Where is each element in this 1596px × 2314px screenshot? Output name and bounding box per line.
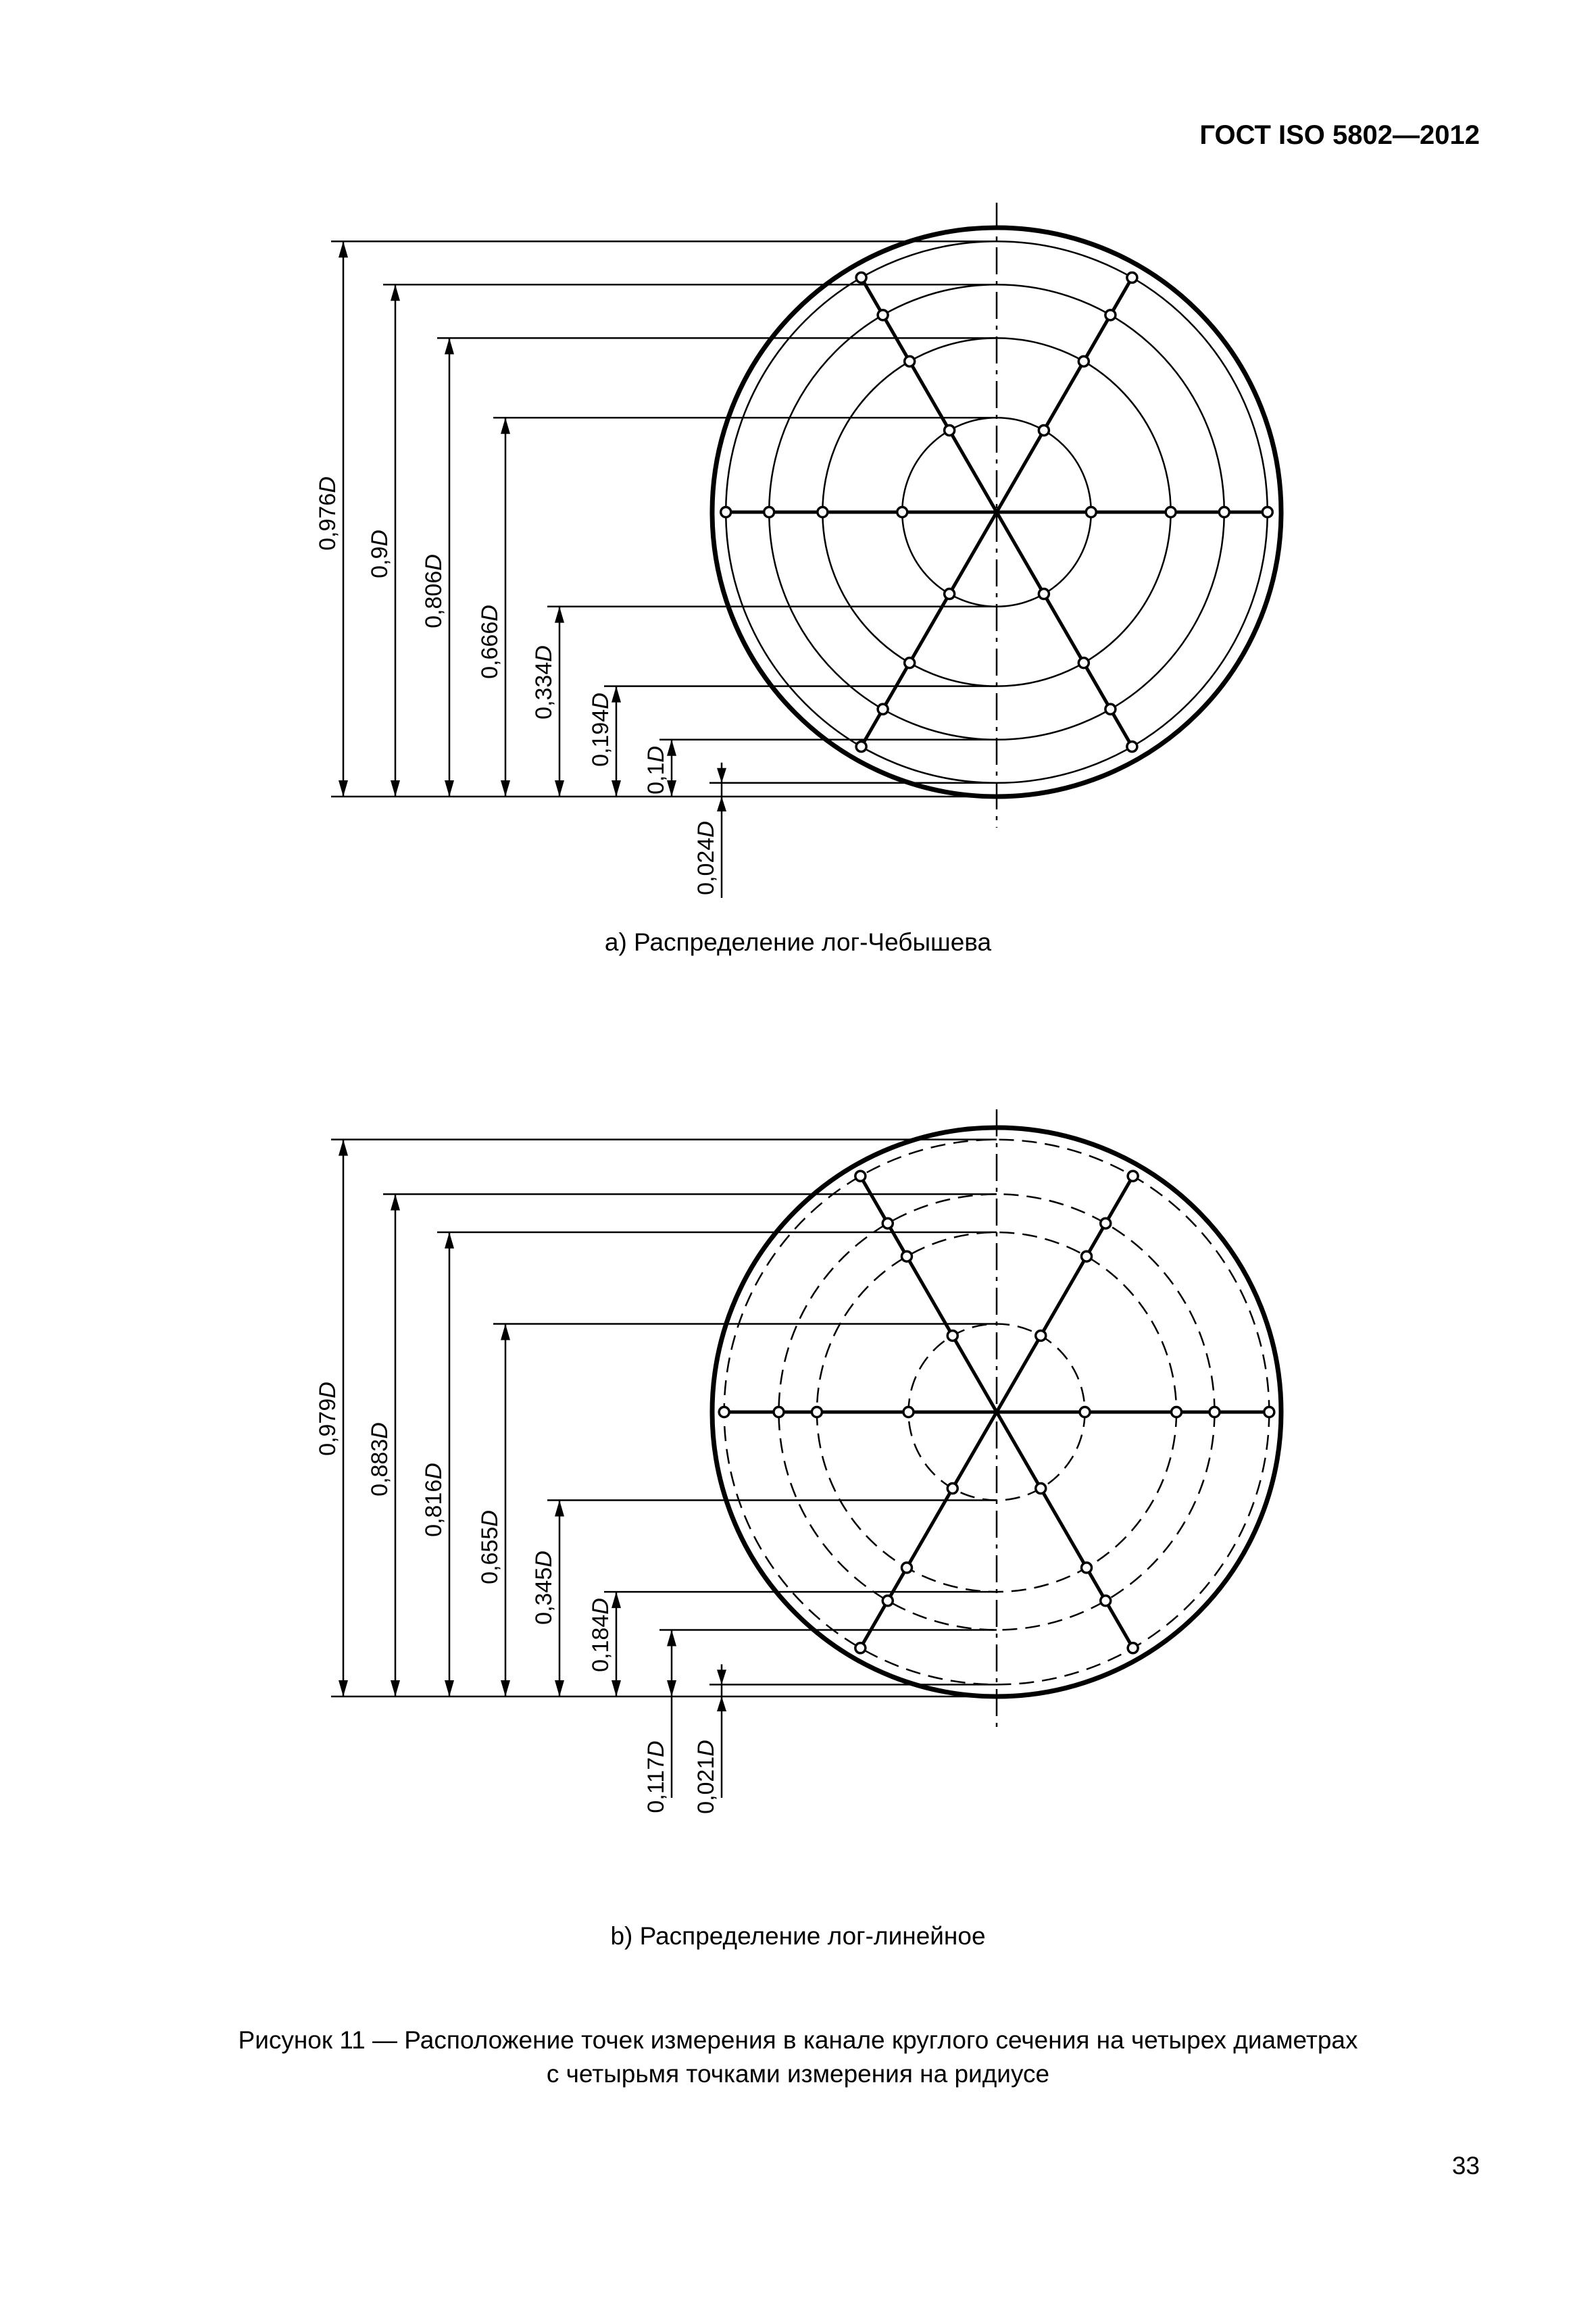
dimension-value: 0,806	[421, 570, 447, 628]
figure-b-log-linear	[0, 1101, 1596, 1831]
dimension-label	[367, 530, 393, 578]
measurement-point	[1101, 1596, 1111, 1606]
dimension-unit: D	[421, 554, 447, 571]
dimension-arrow	[667, 1630, 676, 1646]
measurement-point	[855, 1643, 866, 1653]
measurement-point	[882, 1596, 893, 1606]
dimension-unit: D	[531, 645, 557, 662]
dimension-value: 0,666	[477, 621, 503, 679]
dimension-arrow	[612, 780, 621, 797]
measurement-point	[818, 507, 828, 518]
measurement-point	[1105, 704, 1116, 714]
measurement-point	[812, 1407, 822, 1417]
dimension-unit: D	[477, 605, 503, 622]
measurement-point	[945, 589, 955, 599]
dimension-label	[421, 1463, 447, 1537]
dimension-label	[531, 1551, 557, 1625]
measurement-point	[1082, 1251, 1092, 1261]
measurement-point	[1039, 589, 1049, 599]
figure-b-drawing	[0, 1101, 1596, 1831]
dimension-arrow	[555, 607, 564, 623]
measurement-point	[947, 1330, 957, 1340]
dimension-arrow	[391, 284, 400, 301]
dimension-value: 0,117	[643, 1757, 669, 1813]
dimension-value: 0,334	[531, 661, 557, 720]
measurement-point	[1172, 1407, 1182, 1417]
figure-b-caption: b) Распределение лог-линейное	[610, 1922, 986, 1950]
measurement-point	[1128, 1643, 1138, 1653]
dimension-label	[315, 1382, 341, 1456]
dimension-arrow	[717, 1669, 726, 1684]
dimension-label	[367, 1422, 393, 1496]
page-number: 33	[1451, 2152, 1480, 2180]
measurement-point	[1105, 310, 1116, 320]
figure-a-caption: a) Распределение лог-Чебышева	[604, 928, 992, 956]
dimension-label	[315, 476, 341, 551]
dimension-arrow	[445, 780, 454, 797]
dimension-arrow	[555, 1680, 564, 1696]
dimension-arrow	[667, 1680, 676, 1696]
dimension-arrow	[501, 1324, 510, 1340]
measurement-point	[878, 310, 888, 320]
dimension-label	[531, 645, 557, 720]
dimension-value: 0,194	[588, 709, 614, 767]
measurement-point	[1078, 356, 1089, 366]
dimension-value: 0,883	[367, 1438, 393, 1496]
figure-caption-line-1: Рисунок 11 — Расположение точек измерения в канале круглого сечения на четырех диаметрах	[238, 2026, 1358, 2054]
measurement-point	[1036, 1484, 1046, 1494]
measurement-point	[856, 272, 866, 282]
dimension-unit: D	[531, 1551, 557, 1567]
dimension-value: 0,9	[367, 546, 393, 578]
measurement-point	[897, 507, 907, 518]
measurement-point	[903, 1407, 914, 1417]
measurement-point	[901, 1251, 912, 1261]
dimension-arrow	[445, 1680, 454, 1696]
dimension-arrow	[501, 418, 510, 434]
dimension-arrow	[612, 1680, 621, 1696]
dimension-arrow	[391, 1680, 400, 1696]
figure-a-drawing	[0, 196, 1596, 926]
dimension-label	[643, 1740, 669, 1813]
measurement-point	[1128, 1171, 1138, 1181]
measurement-point	[774, 1407, 784, 1417]
measurement-point	[1101, 1218, 1111, 1228]
measurement-point	[1210, 1407, 1220, 1417]
measurement-point	[1264, 1407, 1274, 1417]
measurement-point	[901, 1563, 912, 1573]
dimension-value: 0,024	[693, 837, 719, 895]
dimension-unit: D	[367, 530, 393, 547]
dimension-value: 0,021	[693, 1756, 719, 1814]
measurement-point	[1080, 1407, 1090, 1417]
dimension-arrow	[717, 797, 726, 811]
dimension-value: 0,1	[643, 762, 669, 795]
dimension-unit: D	[315, 476, 341, 493]
dimension-arrow	[445, 338, 454, 354]
dimension-unit: D	[367, 1422, 393, 1439]
dimension-unit: D	[421, 1463, 447, 1480]
measurement-point	[855, 1171, 866, 1181]
dimension-arrow	[339, 241, 348, 257]
dimension-label	[421, 554, 447, 628]
dimension-unit: D	[693, 1740, 719, 1757]
measurement-point	[1262, 507, 1272, 518]
dimension-value: 0,184	[588, 1614, 614, 1672]
dimension-arrow	[717, 768, 726, 783]
measurement-point	[719, 1407, 729, 1417]
dimension-label	[643, 746, 669, 795]
dimension-unit: D	[315, 1382, 341, 1399]
dimension-unit: D	[693, 821, 719, 838]
dimension-value: 0,979	[315, 1398, 341, 1456]
measurement-point	[1219, 507, 1229, 518]
figure-a-log-chebyshev	[0, 196, 1596, 926]
measurement-point	[764, 507, 774, 518]
measurement-point	[1166, 507, 1176, 518]
dimension-unit: D	[588, 693, 614, 709]
dimension-value: 0,345	[531, 1567, 557, 1625]
measurement-point	[856, 742, 866, 752]
measurement-point	[1086, 507, 1096, 518]
dimension-arrow	[501, 780, 510, 797]
measurement-point	[905, 356, 915, 366]
dimension-label	[693, 1740, 719, 1814]
measurement-point	[1127, 742, 1137, 752]
measurement-point	[1127, 272, 1137, 282]
dimension-value: 0,976	[315, 493, 341, 551]
measurement-point	[1078, 658, 1089, 668]
measurement-point	[882, 1218, 893, 1228]
dimension-unit: D	[643, 1740, 669, 1757]
dimension-unit: D	[643, 746, 669, 763]
measurement-point	[878, 704, 888, 714]
dimension-arrow	[391, 1194, 400, 1211]
measurement-point	[947, 1484, 957, 1494]
dimension-unit: D	[588, 1598, 614, 1615]
dimension-arrow	[717, 1696, 726, 1711]
standard-header: ГОСТ ISO 5802—2012	[1199, 120, 1480, 150]
dimension-label	[588, 693, 614, 767]
dimension-value: 0,655	[477, 1526, 503, 1584]
dimension-unit: D	[477, 1510, 503, 1527]
measurement-point	[1082, 1563, 1092, 1573]
dimension-arrow	[555, 1501, 564, 1517]
dimension-label	[693, 821, 719, 895]
dimension-arrow	[555, 780, 564, 797]
measurement-point	[721, 507, 731, 518]
dimension-arrow	[339, 1140, 348, 1156]
dimension-arrow	[445, 1232, 454, 1249]
dimension-arrow	[339, 1680, 348, 1696]
figure-caption-line-2: с четырьмя точками измерения на ридиусе	[546, 2060, 1050, 2088]
dimension-arrow	[339, 780, 348, 797]
measurement-point	[1036, 1330, 1046, 1340]
dimension-label	[477, 1510, 503, 1584]
dimension-arrow	[391, 780, 400, 797]
measurement-point	[905, 658, 915, 668]
dimension-label	[477, 605, 503, 679]
figure-caption	[0, 2023, 1596, 2091]
dimension-label	[588, 1598, 614, 1672]
measurement-point	[1039, 425, 1049, 435]
dimension-value: 0,816	[421, 1479, 447, 1537]
dimension-arrow	[501, 1680, 510, 1696]
measurement-point	[945, 425, 955, 435]
